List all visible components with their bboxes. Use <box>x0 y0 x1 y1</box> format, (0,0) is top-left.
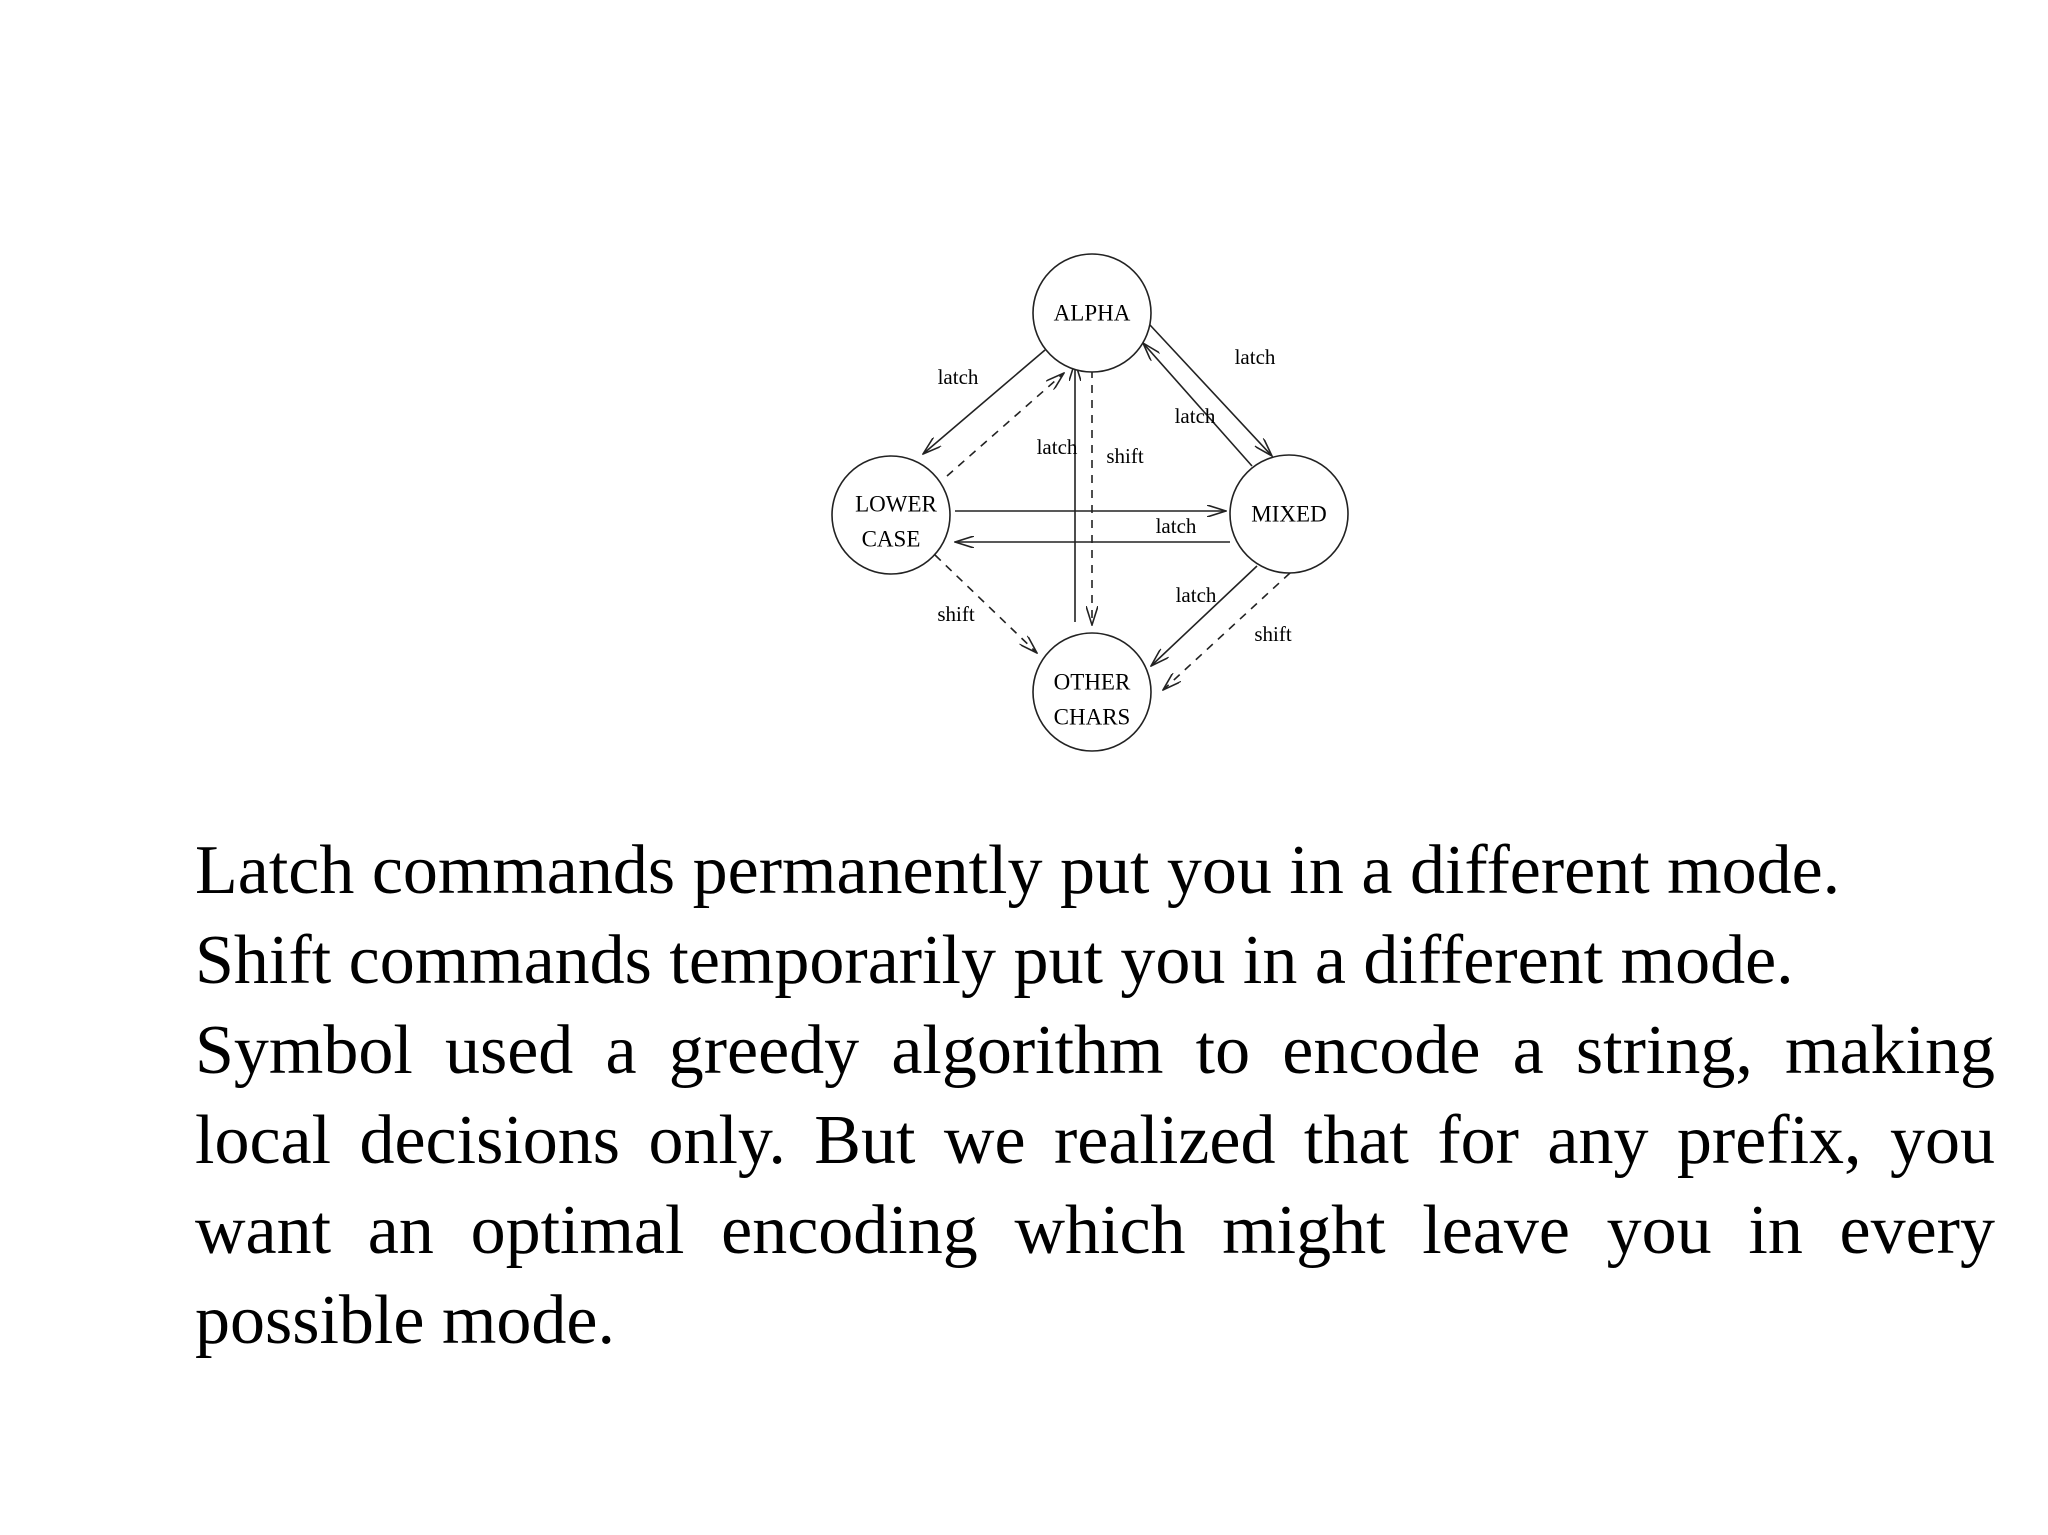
label-alpha-to-lower: latch <box>937 365 979 389</box>
label-mixed-to-alpha: latch <box>1174 404 1216 428</box>
node-lower-case-label-line-1: LOWER <box>855 491 937 517</box>
label-other-to-alpha: latch <box>1036 435 1078 459</box>
node-other-chars-label-line-1: OTHER <box>1053 669 1131 695</box>
node-lower-case-label-line-2: CASE <box>861 526 921 552</box>
node-other-chars <box>1033 633 1151 751</box>
paragraph-greedy: Symbol used a greedy algorithm to encode a string, making local decisions only. But we realized that for any prefix, you want an optimal encoding which might leave you in every possible mode. <box>195 1012 1995 1359</box>
node-alpha-label: ALPHA <box>1053 300 1131 326</box>
node-other-chars-label-line-2: CHARS <box>1053 704 1131 730</box>
label-mixed-to-other: latch <box>1175 583 1217 607</box>
paragraph-shift: Shift commands temporarily put you in a different mode. <box>195 922 1794 999</box>
label-alpha-to-mixed: latch <box>1234 345 1276 369</box>
label-mixed-to-lower: latch <box>1155 514 1197 538</box>
node-mixed-label: MIXED <box>1251 501 1327 527</box>
paragraph-latch: Latch commands permanently put you in a different mode. <box>195 832 1841 909</box>
label-alpha-to-other: shift <box>1106 444 1144 468</box>
body-text <box>195 826 1995 1366</box>
label-mixed-to-other-shift: shift <box>1254 622 1292 646</box>
label-lower-to-other: shift <box>937 602 975 626</box>
node-mixed <box>1230 455 1348 573</box>
node-alpha <box>1033 254 1151 372</box>
node-lower-case <box>832 456 950 574</box>
edge-mixed-to-other <box>1151 566 1257 666</box>
